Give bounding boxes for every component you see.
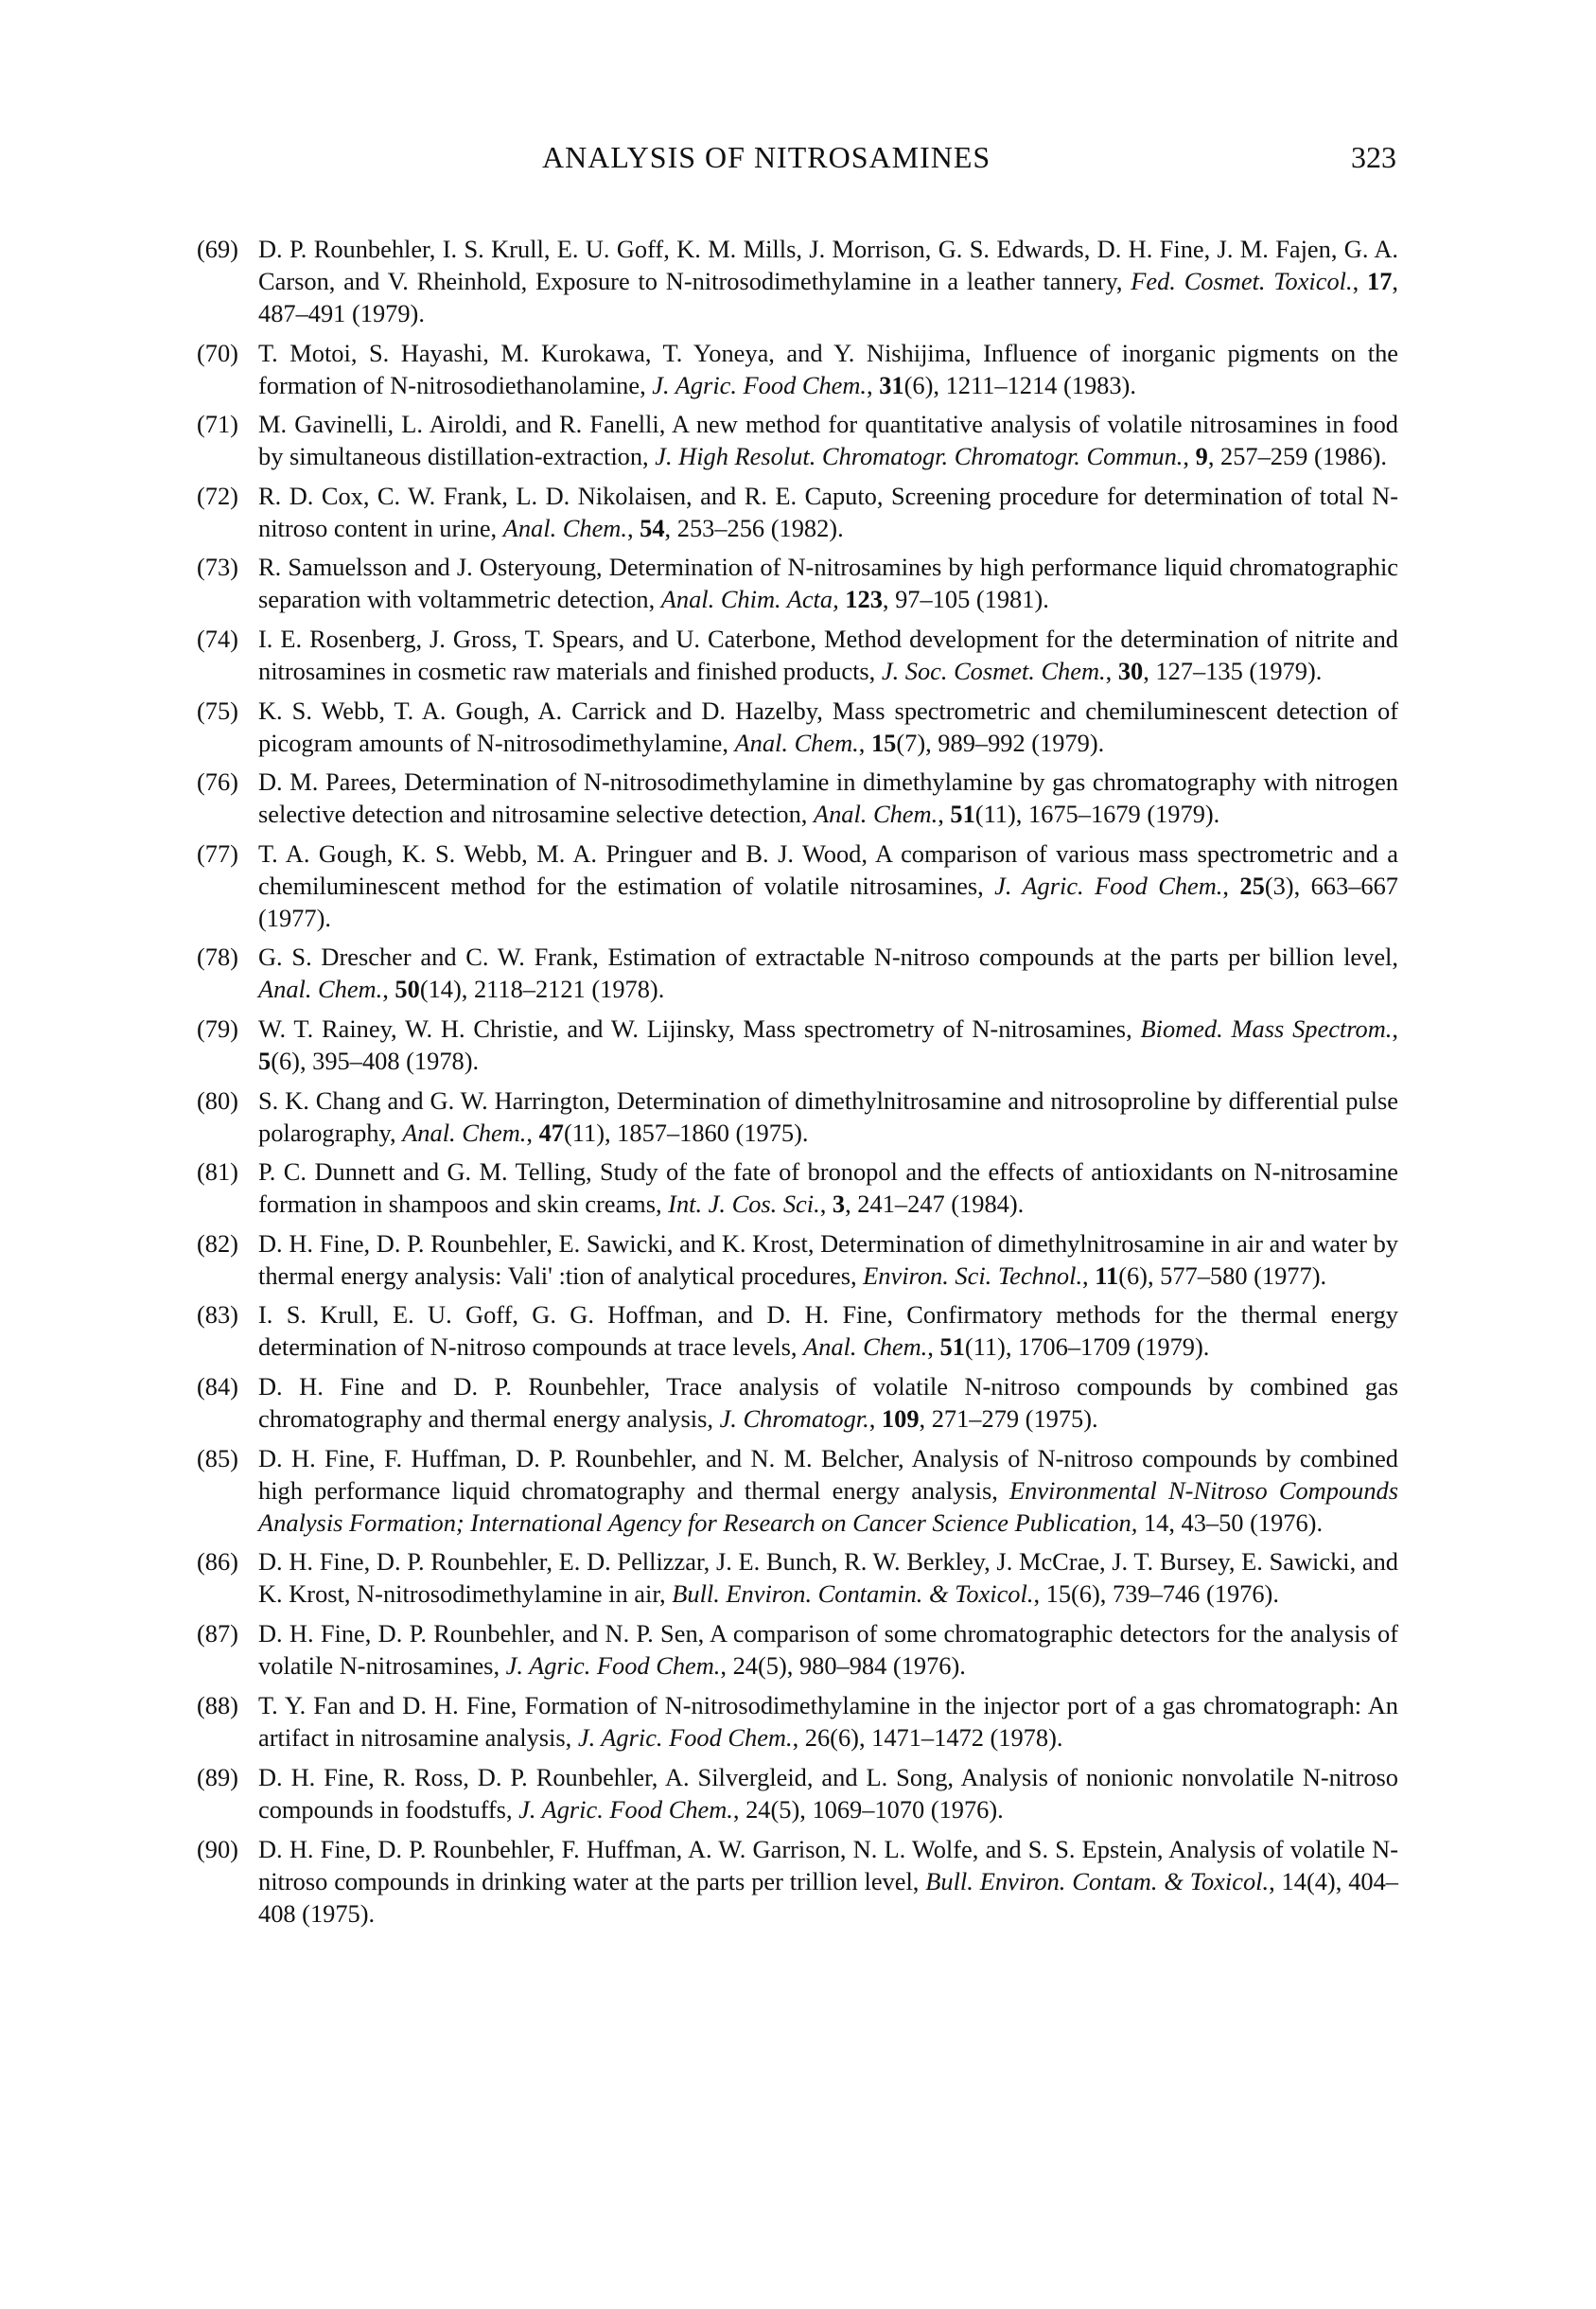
reference-pages-year: (6), 577–580 (1977). bbox=[1118, 1260, 1327, 1290]
reference-number: (89) bbox=[197, 1763, 238, 1792]
reference-item bbox=[0, 1617, 1398, 1682]
reference-text bbox=[258, 1619, 1398, 1680]
reference-text bbox=[258, 1547, 1398, 1608]
reference-journal: J. Agric. Food Chem. bbox=[505, 1651, 721, 1681]
reference-journal: Anal. Chem. bbox=[803, 1332, 928, 1362]
reference-authors-title: D. H. Fine, D. P. Rounbehler, E. D. Pellizzar, J. E. Bunch, R. W. Berkley, J. McCrae, J. T. Bursey, E. Sawicki, and K. Krost, N-nitrosodimethylamine in air, bbox=[258, 1547, 1398, 1609]
reference-journal: J. Chromatogr. bbox=[719, 1403, 869, 1433]
reference-authors-title: R. Samuelsson and J. Osteryoung, Determination of N-nitrosamines by high performance liquid chromatographic separation with voltammetric detection, bbox=[258, 553, 1398, 614]
reference-text: D. H. Fine, D. P. Rounbehler, E. Sawicki, and K. Krost, Determination of dimethylnitrosamine in air and water by thermal energy analysis: Vali' :tion of analytical procedures, Environ. Sci. Technol., 11(6), 577–580 (1977). bbox=[258, 1228, 1398, 1290]
reference-number: (82) bbox=[197, 1228, 238, 1258]
reference-volume: 11 bbox=[1095, 1260, 1119, 1290]
reference-text: T. A. Gough, K. S. Webb, M. A. Pringuer and B. J. Wood, A comparison of various mass spectrometric and a chemiluminescent method for the estimation of volatile nitrosamines, J. Agric. Food Chem., 25(3), 663–667 (1977). bbox=[258, 838, 1398, 932]
reference-text: I. E. Rosenberg, J. Gross, T. Spears, and U. Caterbone, Method development for the determination of nitrite and nitrosamines in cosmetic raw materials and finished products, J. Soc. Cosmet. Chem., 30, 127–135 (1979). bbox=[258, 624, 1398, 685]
reference-journal: Anal. Chem. bbox=[813, 800, 938, 829]
reference-volume: 51 bbox=[950, 800, 975, 829]
reference-pages-year: , 24(5), 980–984 (1976). bbox=[720, 1651, 966, 1681]
reference-pages-year: , 253–256 (1982). bbox=[664, 513, 844, 542]
reference-pages-year: , 271–279 (1975). bbox=[919, 1403, 1098, 1433]
reference-journal: Bull. Environ. Contam. & Toxicol. bbox=[925, 1867, 1270, 1896]
reference-authors-title: P. C. Dunnett and G. M. Telling, Study of the fate of bronopol and the effects of antioxidants on N-nitrosamine formation in shampoos and skin creams, bbox=[258, 1157, 1398, 1219]
running-head bbox=[0, 138, 1596, 176]
reference-number: (79) bbox=[197, 1013, 238, 1043]
reference-item bbox=[0, 695, 1398, 759]
reference-pages-year: , 241–247 (1984). bbox=[845, 1190, 1025, 1219]
reference-volume: 109 bbox=[881, 1403, 920, 1433]
reference-text: K. S. Webb, T. A. Gough, A. Carrick and D. Hazelby, Mass spectrometric and chemiluminescent detection of picogram amounts of N-nitrosodimethylamine, Anal. Chem., 15(7), 989–992 (1979). bbox=[258, 696, 1398, 757]
reference-journal: J. Agric. Food Chem. bbox=[518, 1795, 733, 1824]
reference-journal: Anal. Chim. Acta, bbox=[660, 585, 839, 614]
reference-journal: J. High Resolut. Chromatogr. Chromatogr. Commun. bbox=[655, 442, 1184, 471]
reference-authors-title: G. S. Drescher and C. W. Frank, Estimation of extractable N-nitroso compounds at the parts per billion level, bbox=[258, 943, 1398, 972]
reference-number: (70) bbox=[197, 338, 238, 367]
reference-number: (78) bbox=[197, 943, 238, 972]
reference-text bbox=[258, 1444, 1398, 1537]
reference-number: (74) bbox=[197, 624, 238, 653]
reference-number: (84) bbox=[197, 1371, 238, 1401]
reference-volume: 123 bbox=[845, 585, 883, 614]
reference-volume: 25 bbox=[1239, 871, 1265, 900]
reference-volume: 31 bbox=[879, 370, 904, 399]
reference-item bbox=[0, 941, 1398, 1005]
reference-number: (73) bbox=[197, 553, 238, 582]
reference-volume: 50 bbox=[395, 975, 420, 1004]
reference-volume: 3 bbox=[832, 1190, 846, 1219]
reference-number: (87) bbox=[197, 1619, 238, 1648]
reference-volume: 54 bbox=[640, 513, 665, 542]
reference-text: S. K. Chang and G. W. Harrington, Determination of dimethylnitrosamine and nitrosoproline by differential pulse polarography, Anal. Chem., 47(11), 1857–1860 (1975). bbox=[258, 1085, 1398, 1147]
reference-item bbox=[0, 1545, 1398, 1610]
reference-volume: 5 bbox=[258, 1046, 272, 1075]
reference-number: (80) bbox=[197, 1085, 238, 1115]
reference-authors-title: I. E. Rosenberg, J. Gross, T. Spears, and U. Caterbone, Method development for the determination of nitrite and nitrosamines in cosmetic raw materials and finished products, bbox=[258, 624, 1398, 685]
reference-item bbox=[0, 837, 1398, 934]
reference-authors-title: I. S. Krull, E. U. Goff, G. G. Hoffman, and D. H. Fine, Confirmatory methods for the thermal energy determination of N-nitroso compounds at trace levels, bbox=[258, 1300, 1398, 1362]
reference-pages-year: , 26(6), 1471–1472 (1978). bbox=[792, 1723, 1063, 1753]
reference-volume: 51 bbox=[939, 1332, 965, 1362]
reference-text bbox=[258, 1835, 1398, 1928]
reference-journal: Anal. Chem. bbox=[258, 975, 383, 1004]
reference-item bbox=[0, 1013, 1398, 1077]
reference-authors-title: D. M. Parees, Determination of N-nitrosodimethylamine in dimethylamine by gas chromatography with nitrogen selective detection and nitrosamine selective detection, bbox=[258, 767, 1398, 829]
reference-journal: J. Agric. Food Chem. bbox=[994, 871, 1223, 900]
reference-authors-title: S. K. Chang and G. W. Harrington, Determination of dimethylnitrosamine and nitrosoproline by differential pulse polarography, bbox=[258, 1085, 1398, 1147]
reference-text: R. D. Cox, C. W. Frank, L. D. Nikolaisen, and R. E. Caputo, Screening procedure for determination of total N-nitroso content in urine, Anal. Chem., 54, 253–256 (1982). bbox=[258, 481, 1398, 542]
reference-number: (77) bbox=[197, 838, 238, 868]
page-number: 323 bbox=[1351, 140, 1396, 174]
reference-pages-year: (11), 1706–1709 (1979). bbox=[964, 1332, 1210, 1362]
reference-pages-year: , 14(4), 404–408 (1975). bbox=[258, 1867, 1398, 1929]
reference-pages-year: , 24(5), 1069–1070 (1976). bbox=[732, 1795, 1004, 1824]
reference-item bbox=[0, 623, 1398, 687]
reference-pages-year: , 257–259 (1986). bbox=[1207, 442, 1387, 471]
reference-item bbox=[0, 480, 1398, 544]
reference-pages-year: , 15(6), 739–746 (1976). bbox=[1033, 1579, 1279, 1609]
reference-number: (75) bbox=[197, 696, 238, 725]
reference-text: T. Motoi, S. Hayashi, M. Kurokawa, T. Yoneya, and Y. Nishijima, Influence of inorganic pigments on the formation of N-nitrosodiethanolamine, J. Agric. Food Chem., 31(6), 1211–1214 (1983). bbox=[258, 338, 1398, 399]
reference-text: D. M. Parees, Determination of N-nitrosodimethylamine in dimethylamine by gas chromatography with nitrogen selective detection and nitrosamine selective detection, Anal. Chem., 51(11), 1675–1679 (1979). bbox=[258, 767, 1398, 829]
running-title: ANALYSIS OF NITROSAMINES bbox=[542, 140, 991, 174]
reference-number: (71) bbox=[197, 410, 238, 439]
reference-text: D. P. Rounbehler, I. S. Krull, E. U. Goff, K. M. Mills, J. Morrison, G. S. Edwards, D. H. Fine, J. M. Fajen, G. A. Carson, and V. Rheinhold, Exposure to N-nitrosodimethylamine in a leather tannery, Fed. Cosmet. Toxicol., 17, 487–491 (1979). bbox=[258, 235, 1398, 327]
reference-pages-year: , 487–491 (1979). bbox=[258, 267, 1398, 327]
reference-text: G. S. Drescher and C. W. Frank, Estimation of extractable N-nitroso compounds at the parts per billion level, Anal. Chem., 50(14), 2118–2121 (1978). bbox=[258, 943, 1398, 1004]
reference-item bbox=[0, 408, 1398, 472]
reference-volume: 15 bbox=[870, 728, 897, 757]
reference-number: (83) bbox=[197, 1300, 238, 1330]
reference-pages-year: , 127–135 (1979). bbox=[1143, 656, 1323, 685]
reference-item bbox=[0, 1833, 1398, 1930]
reference-authors-title: T. A. Gough, K. S. Webb, M. A. Pringuer and B. J. Wood, A comparison of various mass spectrometric and a chemiluminescent method for the estimation of volatile nitrosamines, bbox=[258, 838, 1398, 900]
reference-number: (85) bbox=[197, 1443, 238, 1472]
reference-item bbox=[0, 337, 1398, 401]
reference-item bbox=[0, 551, 1398, 615]
reference-number: (72) bbox=[197, 481, 238, 510]
reference-journal: Environmental N-Nitroso Compounds Analysis Formation; International Agency for Research on Cancer Science Publication, bbox=[258, 1475, 1398, 1537]
reference-item bbox=[0, 1370, 1398, 1435]
reference-item bbox=[0, 233, 1398, 329]
reference-pages-year: (11), 1857–1860 (1975). bbox=[564, 1118, 809, 1147]
reference-volume: 30 bbox=[1117, 656, 1144, 685]
reference-authors-title: D. P. Rounbehler, I. S. Krull, E. U. Goff, K. M. Mills, J. Morrison, G. S. Edwards, D. H. Fine, J. M. Fajen, G. A. Carson, and V. Rheinhold, Exposure to N-nitrosodimethylamine in a leather tannery, bbox=[258, 235, 1398, 295]
reference-authors-title: D. H. Fine, F. Huffman, D. P. Rounbehler, and N. M. Belcher, Analysis of N-nitroso compounds by combined high performance liquid chromatography and thermal energy analysis, bbox=[258, 1443, 1398, 1505]
reference-text: D. H. Fine and D. P. Rounbehler, Trace analysis of volatile N-nitroso compounds by combined gas chromatography and thermal energy analysis, J. Chromatogr., 109, 271–279 (1975). bbox=[258, 1371, 1398, 1433]
reference-text: M. Gavinelli, L. Airoldi, and R. Fanelli, A new method for quantitative analysis of volatile nitrosamines in food by simultaneous distillation-extraction, J. High Resolut. Chromatogr. Chromatogr. Commun., 9, 257–259 (1986). bbox=[258, 410, 1398, 471]
reference-number: (76) bbox=[197, 767, 238, 797]
reference-volume: 47 bbox=[538, 1118, 564, 1147]
reference-item bbox=[0, 766, 1398, 830]
reference-pages-year: (6), 1211–1214 (1983). bbox=[903, 370, 1136, 399]
reference-item bbox=[0, 1227, 1398, 1292]
reference-pages-year: (3), 663–667 (1977). bbox=[258, 871, 1398, 932]
reference-item bbox=[0, 1761, 1398, 1825]
reference-authors-title: D. H. Fine, D. P. Rounbehler, F. Huffman, A. W. Garrison, N. L. Wolfe, and S. S. Epstein, Analysis of volatile N-nitroso compounds in drinking water at the parts per trillion level, bbox=[258, 1835, 1398, 1896]
reference-authors-title: D. H. Fine and D. P. Rounbehler, Trace analysis of volatile N-nitroso compounds by combined gas chromatography and thermal energy analysis, bbox=[258, 1371, 1398, 1433]
reference-journal: J. Agric. Food Chem. bbox=[577, 1723, 793, 1753]
reference-pages-year: 14, 43–50 (1976). bbox=[1137, 1507, 1324, 1537]
reference-number: (88) bbox=[197, 1691, 238, 1720]
reference-journal: Anal. Chem. bbox=[734, 728, 859, 757]
reference-authors-title: D. H. Fine, D. P. Rounbehler, and N. P. Sen, A comparison of some chromatographic detectors for the analysis of volatile N-nitrosamines, bbox=[258, 1619, 1398, 1681]
reference-item bbox=[0, 1689, 1398, 1754]
reference-authors-title: T. Motoi, S. Hayashi, M. Kurokawa, T. Yoneya, and Y. Nishijima, Influence of inorganic pigments on the formation of N-nitrosodiethanolamine, bbox=[258, 338, 1398, 399]
reference-journal: Anal. Chem. bbox=[502, 513, 627, 542]
reference-authors-title: D. H. Fine, D. P. Rounbehler, E. Sawicki, and K. Krost, Determination of dimethylnitrosamine in air and water by thermal energy analysis: Vali' :tion of analytical procedures, bbox=[258, 1228, 1398, 1290]
reference-authors-title: D. H. Fine, R. Ross, D. P. Rounbehler, A. Silvergleid, and L. Song, Analysis of nonionic nonvolatile N-nitroso compounds in foodstuffs, bbox=[258, 1763, 1398, 1824]
reference-item bbox=[0, 1084, 1398, 1149]
reference-text bbox=[258, 1691, 1398, 1752]
reference-authors-title: T. Y. Fan and D. H. Fine, Formation of N-nitrosodimethylamine in the injector port of a gas chromatograph: An artifact in nitrosamine analysis, bbox=[258, 1691, 1398, 1753]
reference-text bbox=[258, 1763, 1398, 1824]
reference-authors-title: K. S. Webb, T. A. Gough, A. Carrick and D. Hazelby, Mass spectrometric and chemiluminescent detection of picogram amounts of N-nitrosodimethylamine, bbox=[258, 696, 1398, 757]
reference-text: W. T. Rainey, W. H. Christie, and W. Lijinsky, Mass spectrometry of N-nitrosamines, Biomed. Mass Spectrom., 5(6), 395–408 (1978). bbox=[258, 1013, 1399, 1075]
reference-volume: 9 bbox=[1195, 442, 1208, 471]
reference-authors-title: R. D. Cox, C. W. Frank, L. D. Nikolaisen, and R. E. Caputo, Screening procedure for determination of total N-nitroso content in urine, bbox=[258, 481, 1398, 542]
reference-number: (81) bbox=[197, 1157, 238, 1187]
reference-text bbox=[258, 553, 1398, 613]
reference-journal: Int. J. Cos. Sci. bbox=[668, 1190, 820, 1219]
reference-pages-year: (7), 989–992 (1979). bbox=[896, 728, 1105, 757]
reference-pages-year: , 97–105 (1981). bbox=[882, 585, 1049, 614]
reference-journal: Bull. Environ. Contamin. & Toxicol. bbox=[672, 1579, 1034, 1609]
reference-item bbox=[0, 1155, 1398, 1220]
reference-number: (90) bbox=[197, 1835, 238, 1864]
reference-volume: 17 bbox=[1367, 267, 1393, 295]
reference-list bbox=[0, 233, 1596, 1937]
reference-pages-year: (14), 2118–2121 (1978). bbox=[419, 975, 665, 1004]
reference-journal: Environ. Sci. Technol. bbox=[863, 1260, 1083, 1290]
reference-text: P. C. Dunnett and G. M. Telling, Study of the fate of bronopol and the effects of antioxidants on N-nitrosamine formation in shampoos and skin creams, Int. J. Cos. Sci., 3, 241–247 (1984). bbox=[258, 1157, 1398, 1219]
reference-pages-year: (6), 395–408 (1978). bbox=[271, 1046, 480, 1075]
reference-journal: J. Agric. Food Chem. bbox=[652, 370, 868, 399]
reference-authors-title: M. Gavinelli, L. Airoldi, and R. Fanelli, A new method for quantitative analysis of volatile nitrosamines in food by simultaneous distillation-extraction, bbox=[258, 410, 1398, 471]
reference-journal: Biomed. Mass Spectrom. bbox=[1140, 1013, 1393, 1043]
reference-text: I. S. Krull, E. U. Goff, G. G. Hoffman, and D. H. Fine, Confirmatory methods for the thermal energy determination of N-nitroso compounds at trace levels, Anal. Chem., 51(11), 1706–1709 (1979). bbox=[258, 1300, 1398, 1362]
reference-pages-year: (11), 1675–1679 (1979). bbox=[974, 800, 1220, 829]
reference-number: (69) bbox=[197, 235, 238, 263]
reference-item bbox=[0, 1298, 1398, 1363]
reference-number: (86) bbox=[197, 1547, 238, 1577]
reference-journal: Fed. Cosmet. Toxicol. bbox=[1131, 267, 1353, 295]
reference-authors-title: W. T. Rainey, W. H. Christie, and W. Lijinsky, Mass spectrometry of N-nitrosamines, bbox=[258, 1013, 1141, 1043]
reference-journal: J. Soc. Cosmet. Chem. bbox=[881, 656, 1106, 685]
reference-journal: Anal. Chem. bbox=[402, 1118, 527, 1147]
reference-item bbox=[0, 1442, 1398, 1539]
